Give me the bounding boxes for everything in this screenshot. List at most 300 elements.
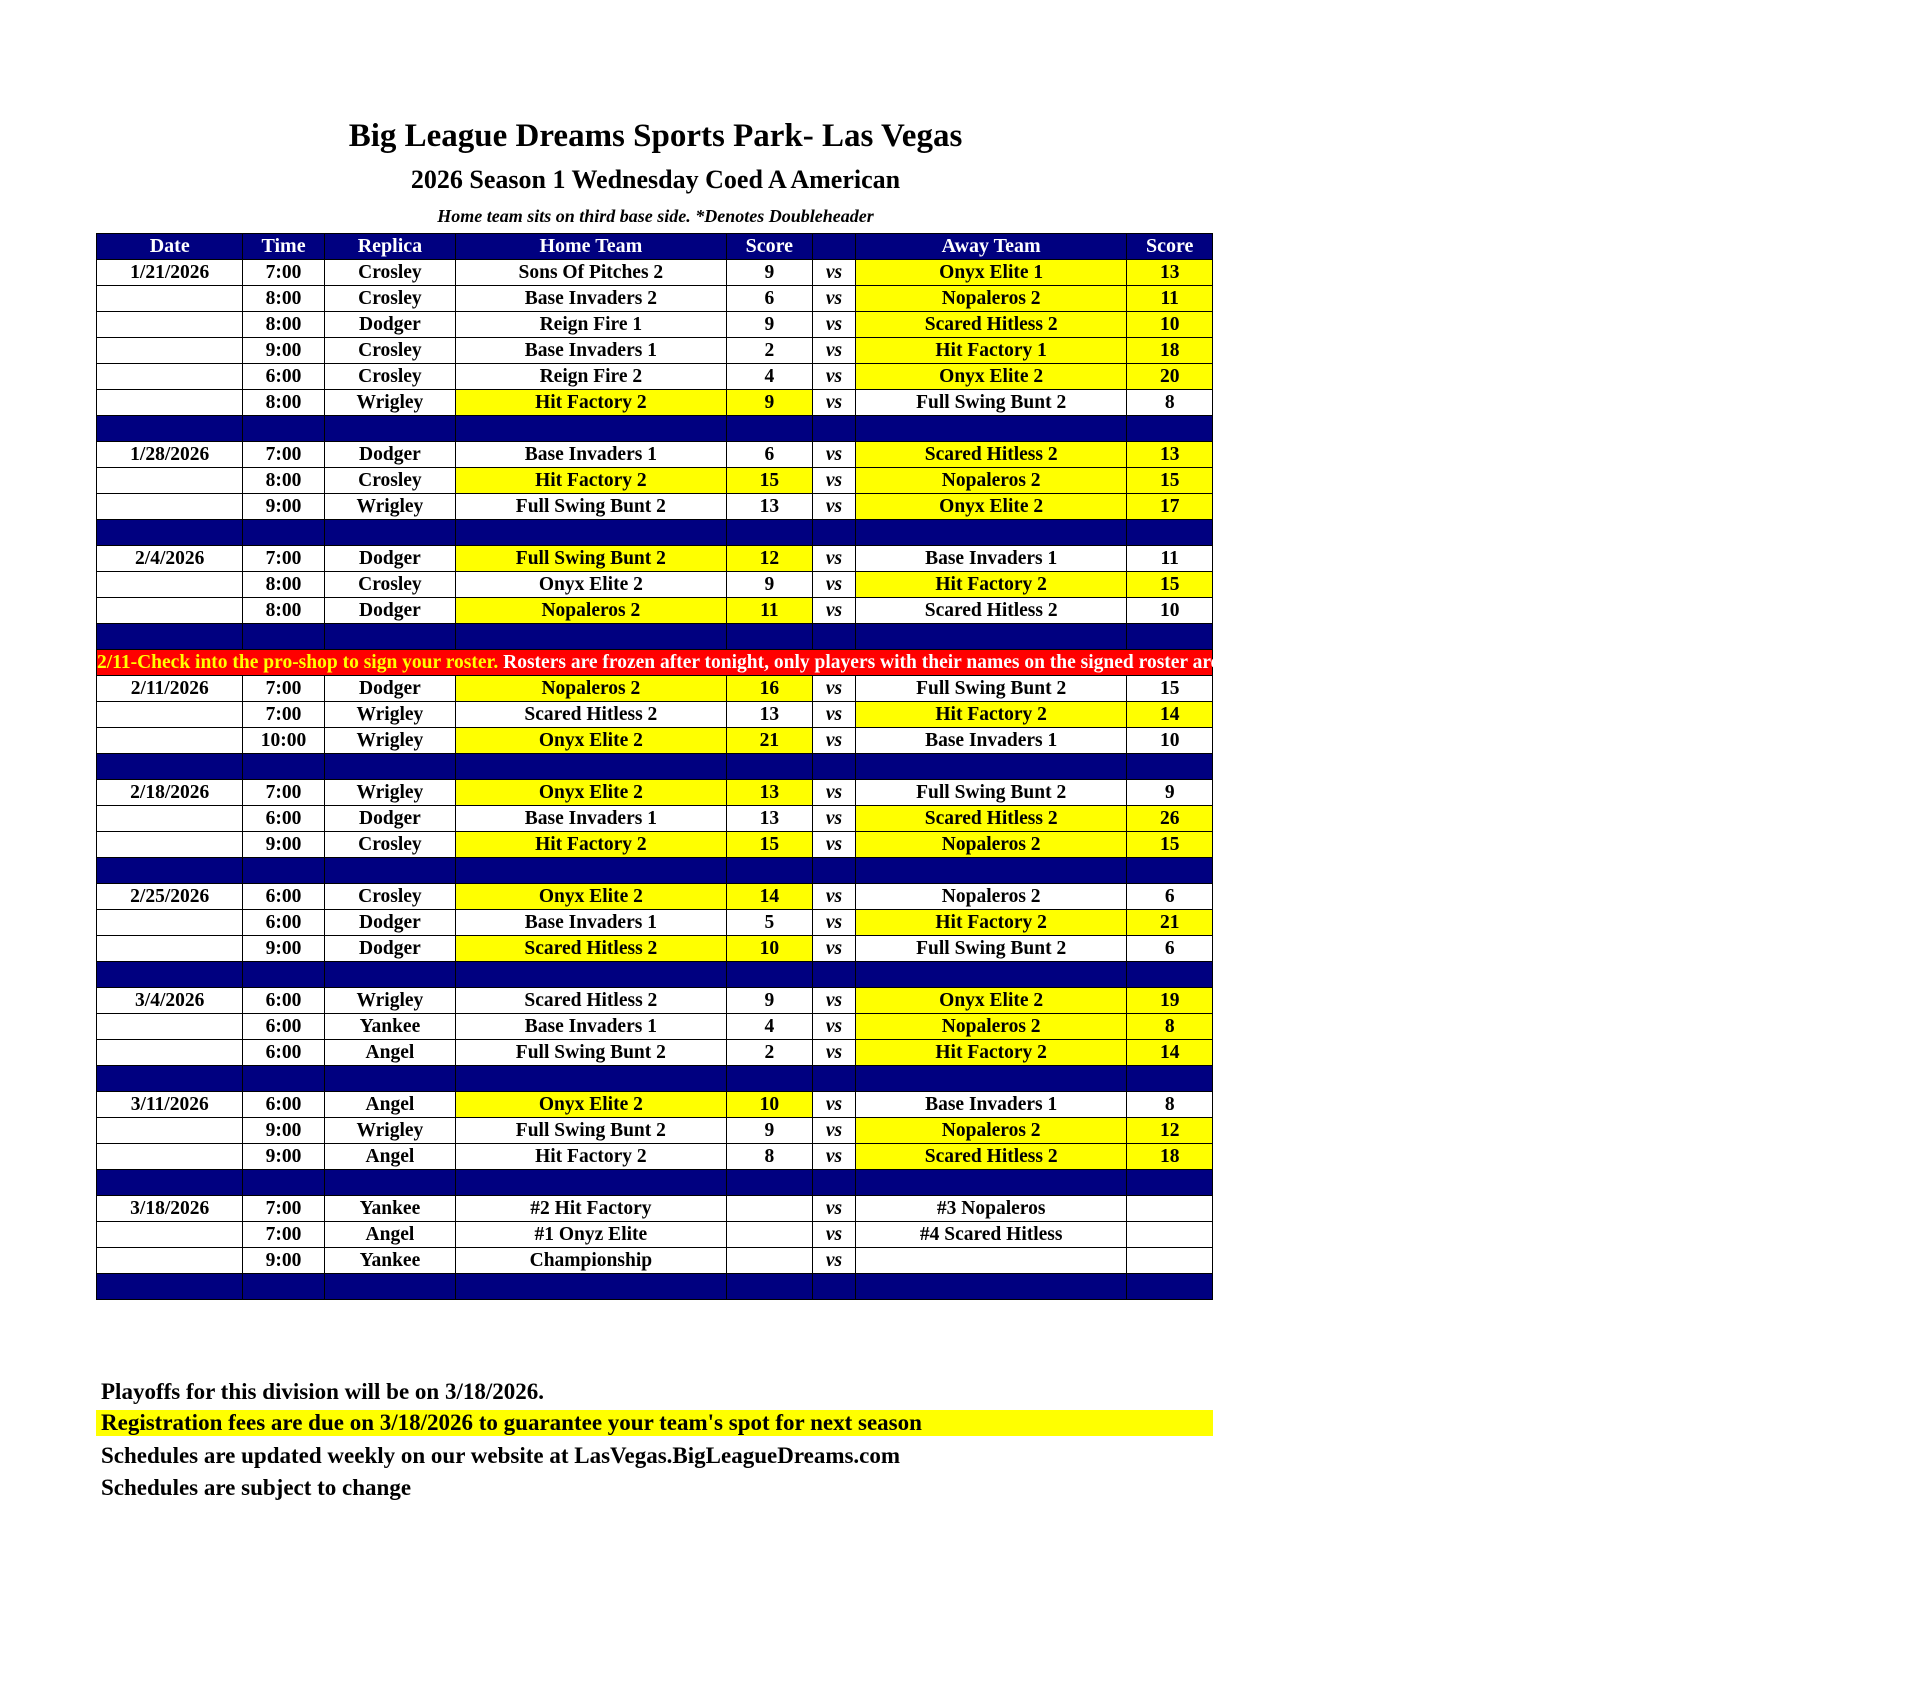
header-away-team: Away Team: [855, 234, 1127, 260]
away-score: 18: [1127, 338, 1213, 364]
game-field: Dodger: [324, 910, 455, 936]
game-row: [97, 702, 1213, 728]
game-date: [97, 702, 243, 728]
separator-cell: [97, 1066, 243, 1092]
away-score: 11: [1127, 546, 1213, 572]
separator-cell: [97, 520, 243, 546]
separator-cell: [324, 1066, 455, 1092]
game-date: 3/18/2026: [97, 1196, 243, 1222]
separator-cell: [1127, 754, 1213, 780]
game-time: 7:00: [243, 1222, 324, 1248]
home-team: Full Swing Bunt 2: [456, 1118, 726, 1144]
separator-cell: [726, 1274, 813, 1300]
game-field: Crosley: [324, 572, 455, 598]
away-score: 15: [1127, 676, 1213, 702]
vs-label: vs: [813, 338, 856, 364]
game-row: [97, 572, 1213, 598]
separator-cell: [456, 416, 726, 442]
home-team: Onyx Elite 2: [456, 728, 726, 754]
home-team: Onyx Elite 2: [456, 572, 726, 598]
vs-label: vs: [813, 832, 856, 858]
home-team: Base Invaders 1: [456, 910, 726, 936]
vs-label: vs: [813, 286, 856, 312]
game-row: [97, 676, 1213, 702]
game-row: [97, 1144, 1213, 1170]
away-score: 20: [1127, 364, 1213, 390]
away-score: [1127, 1196, 1213, 1222]
game-date: [97, 286, 243, 312]
website-note: Schedules are updated weekly on our website at LasVegas.BigLeagueDreams.com: [101, 1443, 901, 1468]
game-row: [97, 728, 1213, 754]
game-row: [97, 598, 1213, 624]
away-score: 13: [1127, 260, 1213, 286]
separator-cell: [813, 520, 856, 546]
home-team: Onyx Elite 2: [456, 884, 726, 910]
week-separator: [97, 1274, 1213, 1300]
separator-cell: [813, 1274, 856, 1300]
vs-label: vs: [813, 988, 856, 1014]
game-date: [97, 468, 243, 494]
game-time: 8:00: [243, 598, 324, 624]
separator-cell: [324, 520, 455, 546]
home-team: Hit Factory 2: [456, 390, 726, 416]
game-date: 2/11/2026: [97, 676, 243, 702]
week-separator: [97, 1170, 1213, 1196]
separator-cell: [813, 624, 856, 650]
separator-cell: [97, 416, 243, 442]
game-time: 8:00: [243, 312, 324, 338]
game-time: 8:00: [243, 572, 324, 598]
away-score: 14: [1127, 702, 1213, 728]
game-time: 6:00: [243, 1014, 324, 1040]
game-date: [97, 1222, 243, 1248]
game-date: [97, 728, 243, 754]
home-score: [726, 1248, 813, 1274]
game-row: [97, 832, 1213, 858]
game-date: [97, 572, 243, 598]
game-date: 2/18/2026: [97, 780, 243, 806]
separator-cell: [97, 962, 243, 988]
away-score: 19: [1127, 988, 1213, 1014]
separator-cell: [813, 416, 856, 442]
header-home-score: Score: [726, 234, 813, 260]
vs-label: vs: [813, 312, 856, 338]
vs-label: vs: [813, 468, 856, 494]
separator-cell: [855, 624, 1127, 650]
game-field: Dodger: [324, 598, 455, 624]
game-date: [97, 494, 243, 520]
game-time: 6:00: [243, 910, 324, 936]
home-team: Hit Factory 2: [456, 468, 726, 494]
game-field: Crosley: [324, 884, 455, 910]
home-score: 8: [726, 1144, 813, 1170]
away-team: Onyx Elite 1: [855, 260, 1127, 286]
separator-cell: [813, 1066, 856, 1092]
away-score: 8: [1127, 390, 1213, 416]
home-score: 9: [726, 260, 813, 286]
game-field: Crosley: [324, 286, 455, 312]
separator-cell: [1127, 858, 1213, 884]
game-row: [97, 1222, 1213, 1248]
game-field: Crosley: [324, 468, 455, 494]
away-team: Hit Factory 2: [855, 572, 1127, 598]
separator-cell: [456, 1066, 726, 1092]
home-score: 10: [726, 936, 813, 962]
game-row: [97, 390, 1213, 416]
game-time: 8:00: [243, 468, 324, 494]
game-field: Wrigley: [324, 494, 455, 520]
vs-label: vs: [813, 260, 856, 286]
home-team: Reign Fire 1: [456, 312, 726, 338]
game-field: Wrigley: [324, 728, 455, 754]
separator-cell: [726, 1170, 813, 1196]
home-team: Base Invaders 1: [456, 806, 726, 832]
home-score: [726, 1222, 813, 1248]
separator-cell: [726, 416, 813, 442]
home-score: 9: [726, 312, 813, 338]
separator-cell: [726, 520, 813, 546]
game-row: [97, 546, 1213, 572]
header-row: [97, 234, 1213, 260]
header-replica: Replica: [324, 234, 455, 260]
game-date: 2/4/2026: [97, 546, 243, 572]
separator-cell: [243, 1066, 324, 1092]
separator-cell: [97, 624, 243, 650]
away-score: 8: [1127, 1014, 1213, 1040]
home-team: Onyx Elite 2: [456, 780, 726, 806]
separator-cell: [243, 520, 324, 546]
away-team: Base Invaders 1: [855, 728, 1127, 754]
away-score: 13: [1127, 442, 1213, 468]
game-time: 6:00: [243, 364, 324, 390]
game-field: Dodger: [324, 936, 455, 962]
away-team: Full Swing Bunt 2: [855, 676, 1127, 702]
game-time: 9:00: [243, 1248, 324, 1274]
vs-label: vs: [813, 728, 856, 754]
separator-cell: [243, 1170, 324, 1196]
separator-cell: [243, 962, 324, 988]
away-score: 14: [1127, 1040, 1213, 1066]
game-date: 3/11/2026: [97, 1092, 243, 1118]
game-row: [97, 494, 1213, 520]
subject-note: Schedules are subject to change: [101, 1475, 412, 1500]
away-team: Hit Factory 2: [855, 910, 1127, 936]
home-score: 4: [726, 364, 813, 390]
game-date: [97, 312, 243, 338]
separator-cell: [726, 962, 813, 988]
separator-cell: [726, 1066, 813, 1092]
away-score: 26: [1127, 806, 1213, 832]
game-field: Yankee: [324, 1248, 455, 1274]
home-score: 13: [726, 780, 813, 806]
game-field: Wrigley: [324, 988, 455, 1014]
home-score: [726, 1196, 813, 1222]
separator-cell: [97, 858, 243, 884]
away-team: [855, 1248, 1127, 1274]
game-field: Wrigley: [324, 702, 455, 728]
home-score: 10: [726, 1092, 813, 1118]
schedule-note: Home team sits on third base side. *Denotes Doubleheader: [437, 206, 874, 226]
week-separator: [97, 416, 1213, 442]
away-team: Nopaleros 2: [855, 884, 1127, 910]
game-field: Dodger: [324, 312, 455, 338]
away-team: Nopaleros 2: [855, 1118, 1127, 1144]
game-field: Crosley: [324, 260, 455, 286]
game-date: 1/21/2026: [97, 260, 243, 286]
game-date: [97, 806, 243, 832]
away-team: Hit Factory 2: [855, 1040, 1127, 1066]
separator-cell: [1127, 962, 1213, 988]
home-team: Full Swing Bunt 2: [456, 1040, 726, 1066]
game-field: Dodger: [324, 676, 455, 702]
vs-label: vs: [813, 442, 856, 468]
game-date: 3/4/2026: [97, 988, 243, 1014]
away-score: 10: [1127, 728, 1213, 754]
separator-cell: [456, 520, 726, 546]
away-team: Base Invaders 1: [855, 1092, 1127, 1118]
away-score: 10: [1127, 312, 1213, 338]
separator-cell: [813, 1170, 856, 1196]
home-score: 6: [726, 442, 813, 468]
game-time: 6:00: [243, 988, 324, 1014]
vs-label: vs: [813, 1222, 856, 1248]
header-vs: [813, 234, 856, 260]
away-team: Onyx Elite 2: [855, 364, 1127, 390]
home-score: 14: [726, 884, 813, 910]
game-field: Angel: [324, 1222, 455, 1248]
home-score: 6: [726, 286, 813, 312]
home-score: 13: [726, 806, 813, 832]
game-row: [97, 1014, 1213, 1040]
home-score: 9: [726, 988, 813, 1014]
separator-cell: [855, 1274, 1127, 1300]
home-team: Hit Factory 2: [456, 832, 726, 858]
game-row: [97, 884, 1213, 910]
game-row: [97, 442, 1213, 468]
away-score: 17: [1127, 494, 1213, 520]
home-score: 15: [726, 468, 813, 494]
home-score: 5: [726, 910, 813, 936]
separator-cell: [243, 754, 324, 780]
away-team: Scared Hitless 2: [855, 806, 1127, 832]
away-team: Base Invaders 1: [855, 546, 1127, 572]
separator-cell: [726, 624, 813, 650]
roster-notice-text: Rosters are frozen after tonight, only players with their names on the signed roster are eligible for playoffs. Please check carefully as changes will not be made for omissions.: [498, 652, 1931, 673]
separator-cell: [855, 858, 1127, 884]
away-score: 8: [1127, 1092, 1213, 1118]
vs-label: vs: [813, 572, 856, 598]
separator-cell: [855, 1170, 1127, 1196]
home-score: 21: [726, 728, 813, 754]
vs-label: vs: [813, 936, 856, 962]
home-score: 2: [726, 1040, 813, 1066]
vs-label: vs: [813, 1040, 856, 1066]
roster-notice-row: [97, 650, 1213, 676]
vs-label: vs: [813, 884, 856, 910]
game-field: Wrigley: [324, 1118, 455, 1144]
roster-notice: [97, 650, 1931, 676]
separator-cell: [97, 1274, 243, 1300]
home-team: Full Swing Bunt 2: [456, 494, 726, 520]
game-date: [97, 598, 243, 624]
game-row: [97, 806, 1213, 832]
game-row: [97, 260, 1213, 286]
separator-cell: [324, 754, 455, 780]
game-field: Crosley: [324, 832, 455, 858]
game-time: 7:00: [243, 546, 324, 572]
separator-cell: [456, 858, 726, 884]
away-team: Nopaleros 2: [855, 286, 1127, 312]
separator-cell: [243, 624, 324, 650]
home-team: Reign Fire 2: [456, 364, 726, 390]
game-time: 7:00: [243, 702, 324, 728]
home-team: Base Invaders 2: [456, 286, 726, 312]
vs-label: vs: [813, 546, 856, 572]
away-team: Scared Hitless 2: [855, 1144, 1127, 1170]
registration-note: Registration fees are due on 3/18/2026 to guarantee your team's spot for next season: [96, 1410, 1213, 1436]
home-team: Nopaleros 2: [456, 676, 726, 702]
game-time: 9:00: [243, 1144, 324, 1170]
away-score: 21: [1127, 910, 1213, 936]
separator-cell: [243, 1274, 324, 1300]
game-date: [97, 1144, 243, 1170]
separator-cell: [1127, 624, 1213, 650]
game-date: [97, 1040, 243, 1066]
game-date: 2/25/2026: [97, 884, 243, 910]
separator-cell: [456, 624, 726, 650]
away-team: #3 Nopaleros: [855, 1196, 1127, 1222]
home-score: 15: [726, 832, 813, 858]
home-team: Scared Hitless 2: [456, 988, 726, 1014]
away-score: 15: [1127, 468, 1213, 494]
schedule-table: [96, 233, 1931, 1300]
home-team: Base Invaders 1: [456, 1014, 726, 1040]
separator-cell: [324, 624, 455, 650]
game-field: Yankee: [324, 1196, 455, 1222]
game-row: [97, 286, 1213, 312]
away-team: Full Swing Bunt 2: [855, 390, 1127, 416]
away-team: Onyx Elite 2: [855, 494, 1127, 520]
home-team: Base Invaders 1: [456, 442, 726, 468]
separator-cell: [813, 962, 856, 988]
week-separator: [97, 754, 1213, 780]
game-row: [97, 338, 1213, 364]
vs-label: vs: [813, 702, 856, 728]
game-field: Dodger: [324, 546, 455, 572]
vs-label: vs: [813, 1118, 856, 1144]
separator-cell: [243, 858, 324, 884]
week-separator: [97, 858, 1213, 884]
separator-cell: [1127, 520, 1213, 546]
week-separator: [97, 520, 1213, 546]
home-score: 4: [726, 1014, 813, 1040]
separator-cell: [855, 520, 1127, 546]
away-team: Full Swing Bunt 2: [855, 780, 1127, 806]
game-time: 9:00: [243, 936, 324, 962]
header-home-team: Home Team: [456, 234, 726, 260]
away-score: 6: [1127, 884, 1213, 910]
away-score: 10: [1127, 598, 1213, 624]
vs-label: vs: [813, 676, 856, 702]
game-row: [97, 364, 1213, 390]
away-team: Hit Factory 2: [855, 702, 1127, 728]
page-subtitle: 2026 Season 1 Wednesday Coed A American: [410, 165, 901, 194]
separator-cell: [726, 754, 813, 780]
home-score: 2: [726, 338, 813, 364]
away-team: Full Swing Bunt 2: [855, 936, 1127, 962]
home-team: Base Invaders 1: [456, 338, 726, 364]
separator-cell: [855, 962, 1127, 988]
home-score: 16: [726, 676, 813, 702]
header-time: Time: [243, 234, 324, 260]
home-score: 13: [726, 702, 813, 728]
game-time: 6:00: [243, 884, 324, 910]
home-team: #1 Onyz Elite: [456, 1222, 726, 1248]
away-score: 12: [1127, 1118, 1213, 1144]
vs-label: vs: [813, 598, 856, 624]
game-field: Dodger: [324, 442, 455, 468]
game-row: [97, 1118, 1213, 1144]
game-time: 6:00: [243, 1040, 324, 1066]
header-date: Date: [97, 234, 243, 260]
away-team: Nopaleros 2: [855, 1014, 1127, 1040]
separator-cell: [324, 416, 455, 442]
game-row: [97, 312, 1213, 338]
vs-label: vs: [813, 494, 856, 520]
week-separator: [97, 624, 1213, 650]
away-team: Scared Hitless 2: [855, 598, 1127, 624]
page-title: Big League Dreams Sports Park- Las Vegas: [348, 118, 963, 154]
game-field: Dodger: [324, 806, 455, 832]
home-team: #2 Hit Factory: [456, 1196, 726, 1222]
home-team: Nopaleros 2: [456, 598, 726, 624]
vs-label: vs: [813, 1014, 856, 1040]
home-score: 13: [726, 494, 813, 520]
game-time: 8:00: [243, 286, 324, 312]
away-score: 6: [1127, 936, 1213, 962]
game-row: [97, 1196, 1213, 1222]
away-score: 15: [1127, 572, 1213, 598]
game-row: [97, 1092, 1213, 1118]
game-time: 7:00: [243, 676, 324, 702]
vs-label: vs: [813, 1196, 856, 1222]
vs-label: vs: [813, 364, 856, 390]
game-date: [97, 1248, 243, 1274]
game-time: 9:00: [243, 832, 324, 858]
home-team: Onyx Elite 2: [456, 1092, 726, 1118]
away-score: 15: [1127, 832, 1213, 858]
game-field: Crosley: [324, 364, 455, 390]
separator-cell: [456, 962, 726, 988]
game-field: Yankee: [324, 1014, 455, 1040]
away-score: 9: [1127, 780, 1213, 806]
game-date: [97, 390, 243, 416]
away-score: [1127, 1248, 1213, 1274]
home-score: 9: [726, 572, 813, 598]
vs-label: vs: [813, 1248, 856, 1274]
game-row: [97, 1040, 1213, 1066]
game-time: 9:00: [243, 338, 324, 364]
vs-label: vs: [813, 1092, 856, 1118]
game-field: Crosley: [324, 338, 455, 364]
game-time: 6:00: [243, 806, 324, 832]
home-score: 12: [726, 546, 813, 572]
away-team: Nopaleros 2: [855, 468, 1127, 494]
game-date: [97, 1014, 243, 1040]
week-separator: [97, 1066, 1213, 1092]
separator-cell: [324, 962, 455, 988]
game-time: 8:00: [243, 390, 324, 416]
